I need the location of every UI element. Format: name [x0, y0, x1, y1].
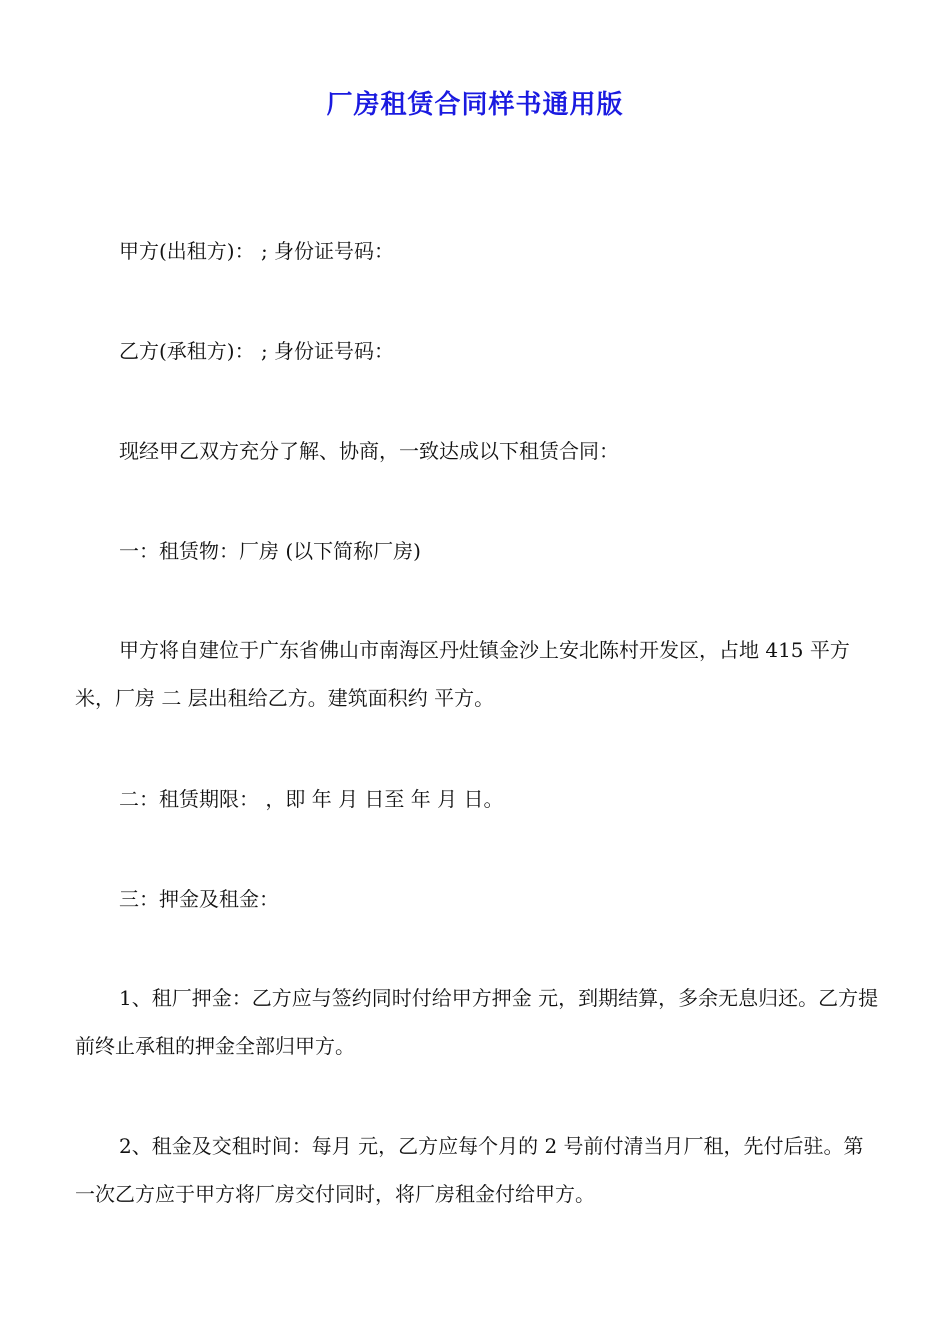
section-2-lease-term: 二：租赁期限： ，即 年 月 日至 年 月 日。 [119, 787, 504, 811]
section-3-item-1: 1、租厂押金：乙方应与签约同时付给甲方押金 元，到期结算，多余无息归还。乙方提前终止承租的押金全部归甲方。 [75, 986, 879, 1058]
section-3-heading: 三：押金及租金： [119, 887, 279, 911]
section-3-item-2: 2、租金及交租时间：每月 元，乙方应每个月的 2 号前付清当月厂租，先付后驻。第一次乙方应于甲方将厂房交付同时，将厂房租金付给甲方。 [75, 1134, 864, 1206]
party-a-line: 甲方(出租方)： ; 身份证号码： [119, 239, 395, 263]
agreement-intro: 现经甲乙双方充分了解、协商，一致达成以下租赁合同： [119, 439, 619, 463]
section-1-body: 甲方将自建位于广东省佛山市南海区丹灶镇金沙上安北陈村开发区，占地 415 平方米，厂房 二 层出租给乙方。建筑面积约 平方。 [75, 638, 850, 710]
document-title: 厂房租赁合同样书通用版 [326, 90, 624, 120]
party-b-line: 乙方(承租方)： ; 身份证号码： [119, 339, 395, 363]
section-1-heading: 一：租赁物：厂房 (以下简称厂房) [119, 539, 421, 563]
